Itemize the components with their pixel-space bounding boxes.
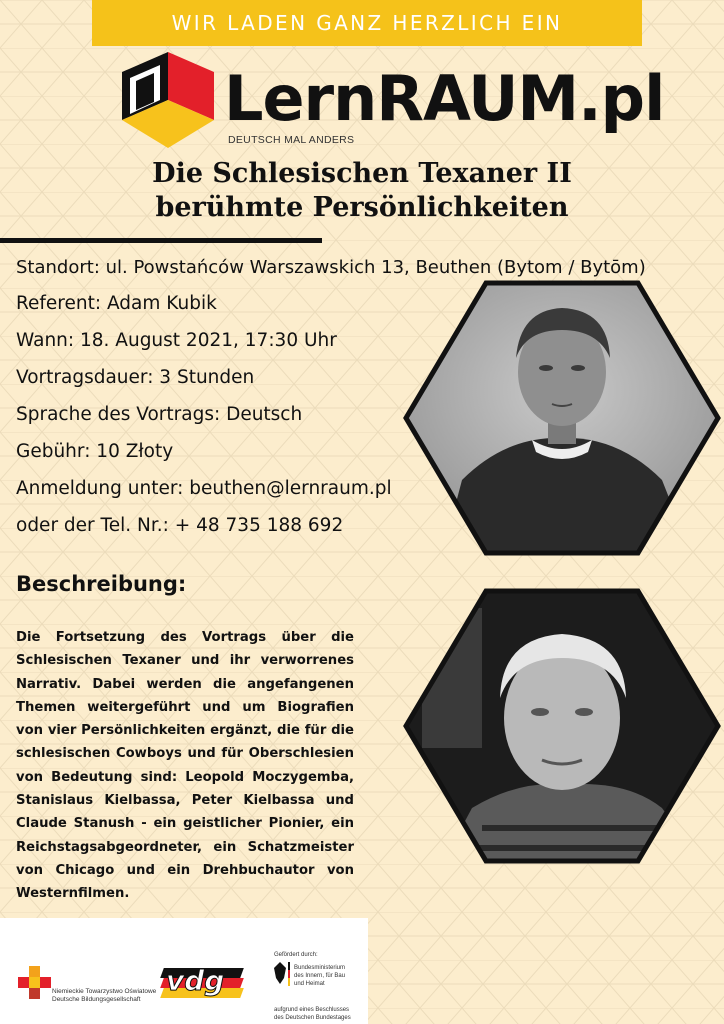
detail-phone: oder der Tel. Nr.: + 48 735 188 692 (16, 515, 344, 536)
lernraum-wordmark: LernRAUM.pl (224, 62, 665, 135)
org-name-german: Deutsche Bildungsgesellschaft (52, 996, 141, 1003)
description-text: Die Fortsetzung des Vortrags über die Schlesischen Texaner und ihr verworrenes Narrativ. Dabei werden die angefangenen Themen weitergeführt und um Biografien von vier Persönlichkeiten ergänzt, die für die schlesischen Cowboys und für Oberschlesien von Bedeutung sind: Leopold Moczygemba, Stanislaus Kielbassa, Peter Kielbassa und Claude Stanush - ein geistlicher Pionier, ein Reichstagsabgeordneter, ein Schatzmeister von Chicago und ein Drehbuchautor von Westernfilmen. (16, 630, 354, 902)
detail-registration-email: Anmeldung unter: beuthen@lernraum.pl (16, 478, 392, 499)
detail-language: Sprache des Vortrags: Deutsch (16, 404, 303, 425)
event-title-line-1: Die Schlesischen Texaner II (152, 158, 572, 189)
detail-date: Wann: 18. August 2021, 17:30 Uhr (16, 330, 337, 351)
ministry-line-2: des Innern, für Bau (294, 973, 346, 979)
org-name-polish: Niemieckie Towarzystwo Oświatowe (52, 988, 157, 995)
portrait-priest-photo (402, 280, 722, 556)
divider-bar (0, 238, 322, 243)
lernraum-logo-icon (118, 48, 218, 156)
detail-duration: Vortragsdauer: 3 Stunden (16, 367, 255, 388)
funded-by-label: Gefördert durch: (274, 952, 318, 958)
detail-fee: Gebühr: 10 Złoty (16, 441, 174, 462)
ministry-line-3: und Heimat (294, 981, 325, 987)
ministry-line-1: Bundesministerium (294, 965, 346, 971)
detail-speaker: Referent: Adam Kubik (16, 293, 217, 314)
logo-tagline: DEUTSCH MAL ANDERS (228, 134, 355, 146)
bildungsgesellschaft-logo-icon (18, 966, 52, 1000)
vdg-logo (162, 964, 242, 1004)
vdg-text: vdg (166, 964, 225, 997)
resolution-line-2: des Deutschen Bundestages (274, 1015, 351, 1021)
flag-stripe-icon (288, 962, 290, 986)
event-title-line-2: berühmte Persönlichkeiten (155, 192, 569, 223)
portrait-elderly-man-photo (402, 588, 722, 864)
invitation-banner: WIR LADEN GANZ HERZLICH EIN (92, 0, 642, 46)
sponsor-footer (0, 918, 368, 1024)
description-heading: Beschreibung: (16, 572, 187, 596)
detail-location: Standort: ul. Powstańców Warszawskich 13, Beuthen (Bytom / Bytōm) (16, 257, 646, 278)
resolution-line-1: aufgrund eines Beschlusses (274, 1007, 350, 1013)
federal-eagle-icon (274, 962, 286, 984)
